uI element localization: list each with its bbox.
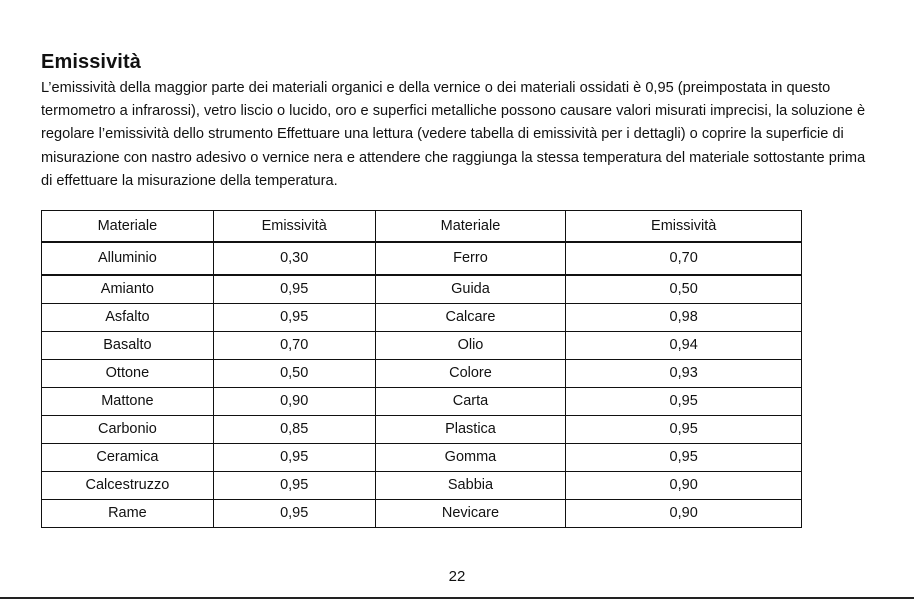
table-row (42, 304, 802, 332)
material-cell: Asfalto (42, 304, 214, 332)
material-cell: Ottone (42, 360, 214, 388)
material-cell: Guida (375, 275, 566, 304)
material-cell: Alluminio (42, 242, 214, 275)
emissivity-cell: 0,98 (566, 304, 802, 332)
emissivity-cell: 0,90 (566, 500, 802, 528)
material-cell: Rame (42, 500, 214, 528)
emissivity-cell: 0,94 (566, 332, 802, 360)
table-header (42, 211, 802, 243)
emissivity-cell: 0,50 (566, 275, 802, 304)
emissivity-cell: 0,95 (566, 444, 802, 472)
material-cell: Basalto (42, 332, 214, 360)
table-body (42, 242, 802, 528)
emissivity-cell: 0,95 (213, 472, 375, 500)
material-cell: Colore (375, 360, 566, 388)
emissivity-cell: 0,95 (566, 388, 802, 416)
table-row (42, 500, 802, 528)
material-cell: Mattone (42, 388, 214, 416)
material-cell: Nevicare (375, 500, 566, 528)
emissivity-cell: 0,70 (566, 242, 802, 275)
emissivity-cell: 0,95 (213, 304, 375, 332)
emissivity-table (41, 210, 802, 528)
emissivity-cell: 0,90 (566, 472, 802, 500)
emissivity-cell: 0,70 (213, 332, 375, 360)
material-cell: Ceramica (42, 444, 214, 472)
table-row (42, 360, 802, 388)
material-cell: Gomma (375, 444, 566, 472)
material-cell: Amianto (42, 275, 214, 304)
material-cell: Sabbia (375, 472, 566, 500)
table-row (42, 472, 802, 500)
table-row (42, 388, 802, 416)
emissivity-cell: 0,95 (213, 444, 375, 472)
material-cell: Olio (375, 332, 566, 360)
table-row (42, 242, 802, 275)
section-title: Emissività (41, 51, 141, 73)
table-row (42, 444, 802, 472)
header-emissivity-left: Emissività (213, 211, 375, 243)
header-row (42, 211, 802, 243)
table-row (42, 275, 802, 304)
material-cell: Carbonio (42, 416, 214, 444)
material-cell: Ferro (375, 242, 566, 275)
emissivity-cell: 0,85 (213, 416, 375, 444)
material-cell: Calcare (375, 304, 566, 332)
emissivity-cell: 0,95 (566, 416, 802, 444)
table-row (42, 332, 802, 360)
emissivity-cell: 0,93 (566, 360, 802, 388)
material-cell: Calcestruzzo (42, 472, 214, 500)
material-cell: Plastica (375, 416, 566, 444)
emissivity-cell: 0,90 (213, 388, 375, 416)
header-material-right: Materiale (375, 211, 566, 243)
emissivity-cell: 0,50 (213, 360, 375, 388)
intro-paragraph: L’emissività della maggior parte dei materiali organici e della vernice o dei materiali ossidati è 0,95 (preimpostata in questo termometro a infrarossi), vetro liscio o lucido, oro e superfici metalliche possono causare valori misurati imprecisi, la soluzione è regolare l’emissività dello strumento Effettuare una lettura (vedere tabella di emissività per i dettagli) o coprire la superficie di misurazione con nastro adesivo o vernice nera e attendere che raggiunga la stessa temperatura del materiale sottostante prima di effettuare la misurazione della temperatura. (41, 80, 866, 189)
material-cell: Carta (375, 388, 566, 416)
emissivity-cell: 0,95 (213, 500, 375, 528)
page-number: 22 (448, 568, 466, 585)
emissivity-cell: 0,30 (213, 242, 375, 275)
header-material-left: Materiale (42, 211, 214, 243)
emissivity-cell: 0,95 (213, 275, 375, 304)
table-row (42, 416, 802, 444)
header-emissivity-right: Emissività (566, 211, 802, 243)
